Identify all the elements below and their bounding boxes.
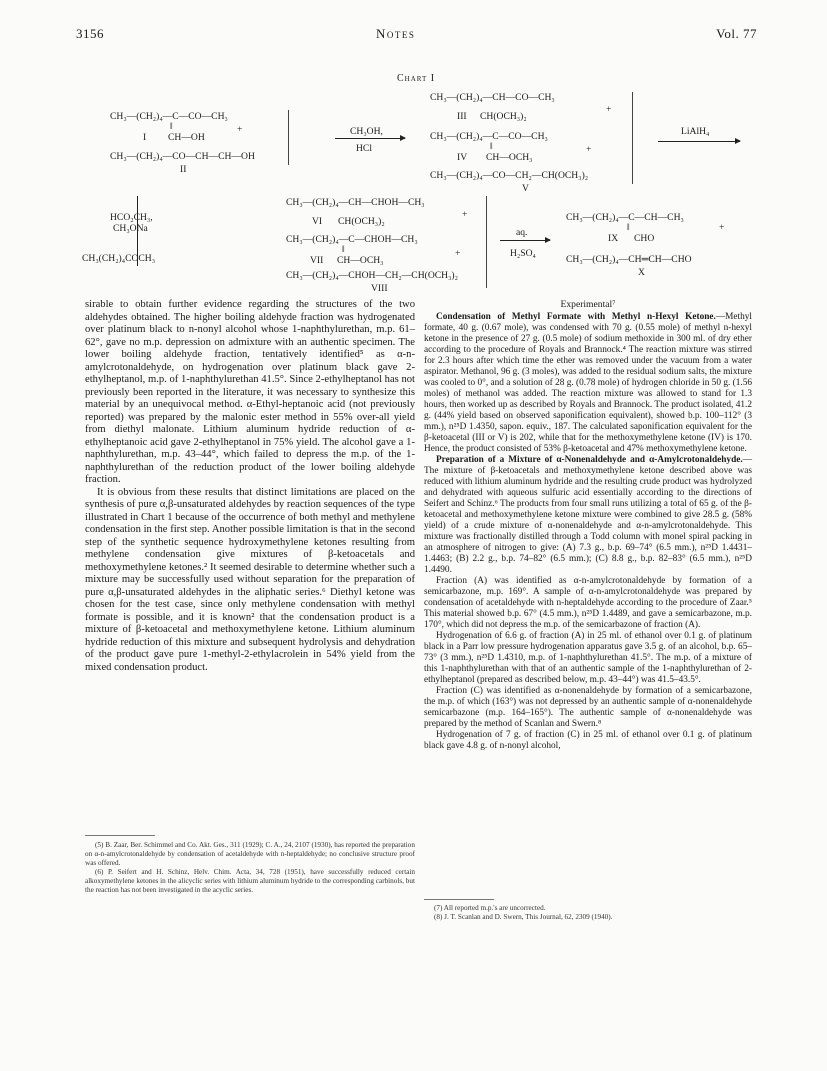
plus-sign: + — [719, 222, 725, 233]
plus-sign: + — [237, 124, 243, 135]
reaction-arrow-2 — [658, 141, 740, 142]
reagent-lialh4: LiAlH₄ — [681, 126, 710, 137]
footnote-rule — [424, 899, 494, 900]
footnote-8: (8) J. T. Scanlan and D. Swern, This Journal, 62, 2309 (1940). — [434, 913, 613, 921]
compound-IX-number: IX — [608, 233, 619, 244]
reagent-sodium-methoxide: CH₃ONa — [113, 223, 148, 234]
paragraph: Fraction (C) was identified as α-nonenaldehyde by formation of a semicarbazone, the m.p. of which (163°) was not depressed by an authentic sample of α-nonenaldehyde semicarbazone (m.p. 164–165°). The authentic sample of α-nonenaldehyde was prepared by the method of Scanlan and Swern.⁸ — [424, 686, 752, 729]
footnote-6: (6) P. Seifert and H. Schinz, Helv. Chim. Acta, 34, 728 (1951), have successfully reduced certain alkoxymethylene ketones in the alicyclic series with lithium aluminum hydride to the corresponding carbinols, but the reaction has not been investigated in the acyclic series. — [85, 868, 415, 894]
paragraph-title: Preparation of a Mixture of α-Nonenaldehyde and α-Amylcrotonaldehyde. — [436, 455, 743, 465]
compound-I-bond: ‖ — [170, 121, 173, 132]
plus-sign: + — [586, 144, 592, 155]
compound-VII-bond: ‖ — [342, 244, 345, 255]
footnote-7: (7) All reported m.p.'s are uncorrected. — [434, 904, 546, 912]
compound-I-line1: CH₃—(CH₂)₄—C—CO—CH₃ — [110, 111, 228, 122]
compound-IV-line2: CH—OCH₃ — [486, 152, 533, 163]
compound-VII-number: VII — [310, 255, 324, 266]
plus-sign: + — [455, 248, 461, 259]
paragraph-text: —The mixture of β-ketoacetals and methoxymethylene ketone described above was reduced with lithium aluminum hydride and the resulting crude product was hydrolyzed and dehydrated with aqueous sulfuric acid essentially according to the directions of Seifert and Schinz.⁶ The products from four small runs utilizing a total of 65 g. of the β-ketoacetal and methoxymethylene ketone mixture were combined to give 28.5 g. (58% yield) of a crude mixture of α-nonenaldehyde and α-n-amylcrotonaldehyde. This mixture was fractionally distilled through a Todd column with monel spiral packing in an atmosphere of nitrogen to give: (A) 7.3 g., b.p. 69–74° (6.5 mm.), n²⁵D 1.4431–1.4463; (B) 2.2 g., b.p. 74–82° (6.5 mm.); (C) 8.8 g., b.p. 82–83° (6.5 mm.), n²⁵D 1.4490. — [424, 455, 752, 575]
running-title: Notes — [376, 26, 416, 41]
compound-IV-line1: CH₃—(CH₂)₄—C—CO—CH₃ — [430, 131, 548, 142]
left-footnotes — [85, 841, 415, 895]
footnote-rule — [85, 835, 155, 836]
reagent-h2so4: H₂SO₄ — [510, 248, 536, 259]
compound-III-line1: CH₃—(CH₂)₄—CH—CO—CH₃ — [430, 92, 555, 103]
volume-label: Vol. 77 — [716, 26, 757, 41]
reagent-methyl-formate: HCO₂CH₃, — [110, 212, 153, 223]
compound-I-number: I — [143, 132, 147, 143]
reagent-methanol: CH₃OH, — [350, 126, 383, 137]
compound-IX-bond: ‖ — [627, 222, 630, 233]
plus-sign: + — [606, 104, 612, 115]
compound-III-line2: CH(OCH₃)₂ — [480, 111, 527, 122]
compound-VI-line1: CH₃—(CH₂)₄—CH—CHOH—CH₃ — [286, 197, 425, 208]
starting-ketone: CH₃(CH₂)₄COCH₃ — [82, 253, 156, 264]
compound-V-number: V — [522, 183, 529, 194]
reaction-arrow-1 — [335, 138, 405, 139]
brace-3 — [486, 196, 487, 288]
compound-IX-line2: CHO — [634, 233, 655, 244]
compound-II-number: II — [180, 164, 187, 175]
reaction-arrow-3 — [500, 240, 550, 241]
paragraph-title: Condensation of Methyl Formate with Methyl n-Hexyl Ketone. — [436, 312, 716, 322]
compound-VI-line2: CH(OCH₃)₂ — [338, 216, 385, 227]
page-number: 3156 — [76, 26, 104, 41]
compound-X-line: CH₃—(CH₂)₄—CH═CH—CHO — [566, 254, 692, 265]
right-column — [424, 299, 752, 752]
reaction-chart — [0, 0, 827, 300]
compound-IV-bond: ‖ — [490, 141, 493, 152]
brace-2 — [632, 92, 633, 184]
right-footnotes — [424, 904, 752, 922]
compound-VIII-line: CH₃—(CH₂)₄—CHOH—CH₂—CH(OCH₃)₂ — [286, 270, 458, 281]
plus-sign: + — [462, 209, 468, 220]
paragraph — [424, 455, 752, 576]
compound-I-line2: CH—OH — [168, 132, 205, 143]
compound-X-number: X — [638, 267, 645, 278]
compound-IV-number: IV — [457, 152, 468, 163]
experimental-heading: Experimental⁷ — [560, 299, 616, 310]
paragraph: Hydrogenation of 7 g. of fraction (C) in 25 ml. of ethanol over 0.1 g. of platinum black gave 4.8 g. of n-nonyl alcohol, — [424, 730, 752, 751]
compound-VII-line2: CH—OCH₃ — [337, 255, 384, 266]
paragraph-text: —Methyl formate, 40 g. (0.67 mole), was condensed with 70 g. (0.55 mole) of methyl n-hexyl ketone in the presence of 27 g. (0.5 mole) of sodium methoxide in 300 ml. of dry ether according to the procedure of Royals and Brannock.⁴ The reaction mixture was stirred for 2.3 hours after which time the ether was removed under the vacuum from a water aspirator. Methanol, 96 g. (3 moles), was added to the residual sodium salts, the mixture was cooled to 0°, and a solution of 28 g. (0.78 mole) of hydrogen chloride in 50 g. (1.56 moles) of methanol was added. The reaction mixture was allowed to stand for 1.3 hours, then worked up as described by Royals and Brannock. The product isolated, 41.2 g. (44% yield based on observed saponification equivalent), showed b.p. 100–112° (3 mm.), n²⁵D 1.4350, sapon. equiv., 187. The calculated saponification equivalent for the β-ketoacetal (III or V) is 202, while that for the methoxymethylene ketone (IV) is 170. Hence, the product consisted of 53% β-ketoacetal and 47% methoxymethylene ketone. — [424, 312, 752, 454]
chart-label: Chart I — [397, 73, 436, 84]
footnote-5: (5) B. Zaar, Ber. Schimmel and Co. Akt. Ges., 311 (1929); C. A., 24, 2107 (1930), has reported the preparation on α-n-amylcrotonaldehyde by condensation of acetaldehyde with n-heptaldehyde; no conclusive structure proof was offered. — [85, 841, 415, 867]
paragraph: Fraction (A) was identified as α-n-amylcrotonaldehyde by formation of a semicarbazone, m.p. 169°. A sample of α-n-amylcrotonaldehyde was prepared by condensation of acetaldehyde with n-heptaldehyde according to the procedure of Zaar.⁵ This material showed b.p. 67° (4.5 mm.), n²⁵D 1.4489, and gave a semicarbazone, m.p. 170°, which did not depress the m.p. of the semicarbazone of fraction (A). — [424, 576, 752, 630]
reagent-hcl: HCl — [356, 143, 372, 154]
reagent-aq: aq. — [516, 227, 528, 238]
paragraph: sirable to obtain further evidence regarding the structures of the two aldehydes obtained. The higher boiling aldehyde fraction was hydrogenated over platinum black to n-nonyl alcohol whose 1-naphthylurethan, m.p. 61–62°, gave no m.p. depression on admixture with an authentic specimen. The lower boiling aldehyde fraction, tentatively identified⁵ as α-n-amylcrotonaldehyde, on hydrogenation over platinum black gave 2-ethylheptanol, m.p. of 1-naphthylurethan 41.5°. Since 2-ethylheptanol has not previously been reported in the literature, it was necessary to synthesize this material by an unequivocal method. α-Ethyl-heptanoic acid (not previously reported) was prepared by the malonic ester method in 55% over-all yield from diethyl malonate. Lithium aluminum hydride reduction of α-ethylheptanoic acid gave 2-ethylheptanol in 75% yield. The alcohol gave a 1-naphthylurethan, m.p. 43–44°, which failed to depress the m.p. of the 1-naphthylurethan of the reduction product of the lower boiling aldehyde fraction. — [85, 299, 415, 485]
compound-IX-line1: CH₃—(CH₂)₄—C—CH—CH₃ — [566, 212, 684, 223]
paragraph — [424, 312, 752, 455]
paragraph: Hydrogenation of 6.6 g. of fraction (A) in 25 ml. of ethanol over 0.1 g. of platinum black in a Parr low pressure hydrogenation apparatus gave 3.5 g. of an alcohol, b.p. 65–73° (3 mm.), n²⁵D 1.4310, m.p. of 1-naphthylurethan 41.5°. The m.p. of a mixture of this 1-naphthylurethan with that of an authentic sample of the 1-naphthylurethan of 2-ethylheptanol (prepared as described below, m.p. 43–44°) was 41.5–43.5°. — [424, 631, 752, 685]
compound-II-line: CH₃—(CH₂)₄—CO—CH—CH—OH — [110, 151, 255, 162]
brace-1 — [288, 110, 289, 165]
compound-V-line: CH₃—(CH₂)₄—CO—CH₂—CH(OCH₃)₂ — [430, 170, 589, 181]
left-column — [85, 299, 415, 674]
compound-VIII-number: VIII — [371, 283, 388, 294]
compound-III-number: III — [457, 111, 467, 122]
compound-VII-line1: CH₃—(CH₂)₄—C—CHOH—CH₃ — [286, 234, 418, 245]
compound-VI-number: VI — [312, 216, 323, 227]
paragraph: It is obvious from these results that distinct limitations are placed on the synthesis of pure α,β-unsaturated aldehydes by reaction sequences of the type illustrated in Chart 1 because of the occurrence of both methyl and methylene condensation in the first step. Another possible limitation is that in the second step of the synthetic sequence hydroxymethylene ketones resulting from methylene condensation give mixtures of β-ketoacetals and methoxymethylene ketones.² It seemed desirable to determine whether such a mixture may be successfully used without separation for the preparation of pure α,β-unsaturated aldehydes in the aliphatic series.⁶ Diethyl ketone was chosen for the test case, since only methylene condensation with methyl formate is possible, and it is known² that the condensation product is a mixture of β-ketoacetal and methoxymethylene ketone. Lithium aluminum hydride reduction of this mixture and subsequent hydrolysis and dehydration of the product gave pure 1-methyl-2-ethylacrolein in 54% yield from the mixed condensation product. — [85, 486, 415, 673]
